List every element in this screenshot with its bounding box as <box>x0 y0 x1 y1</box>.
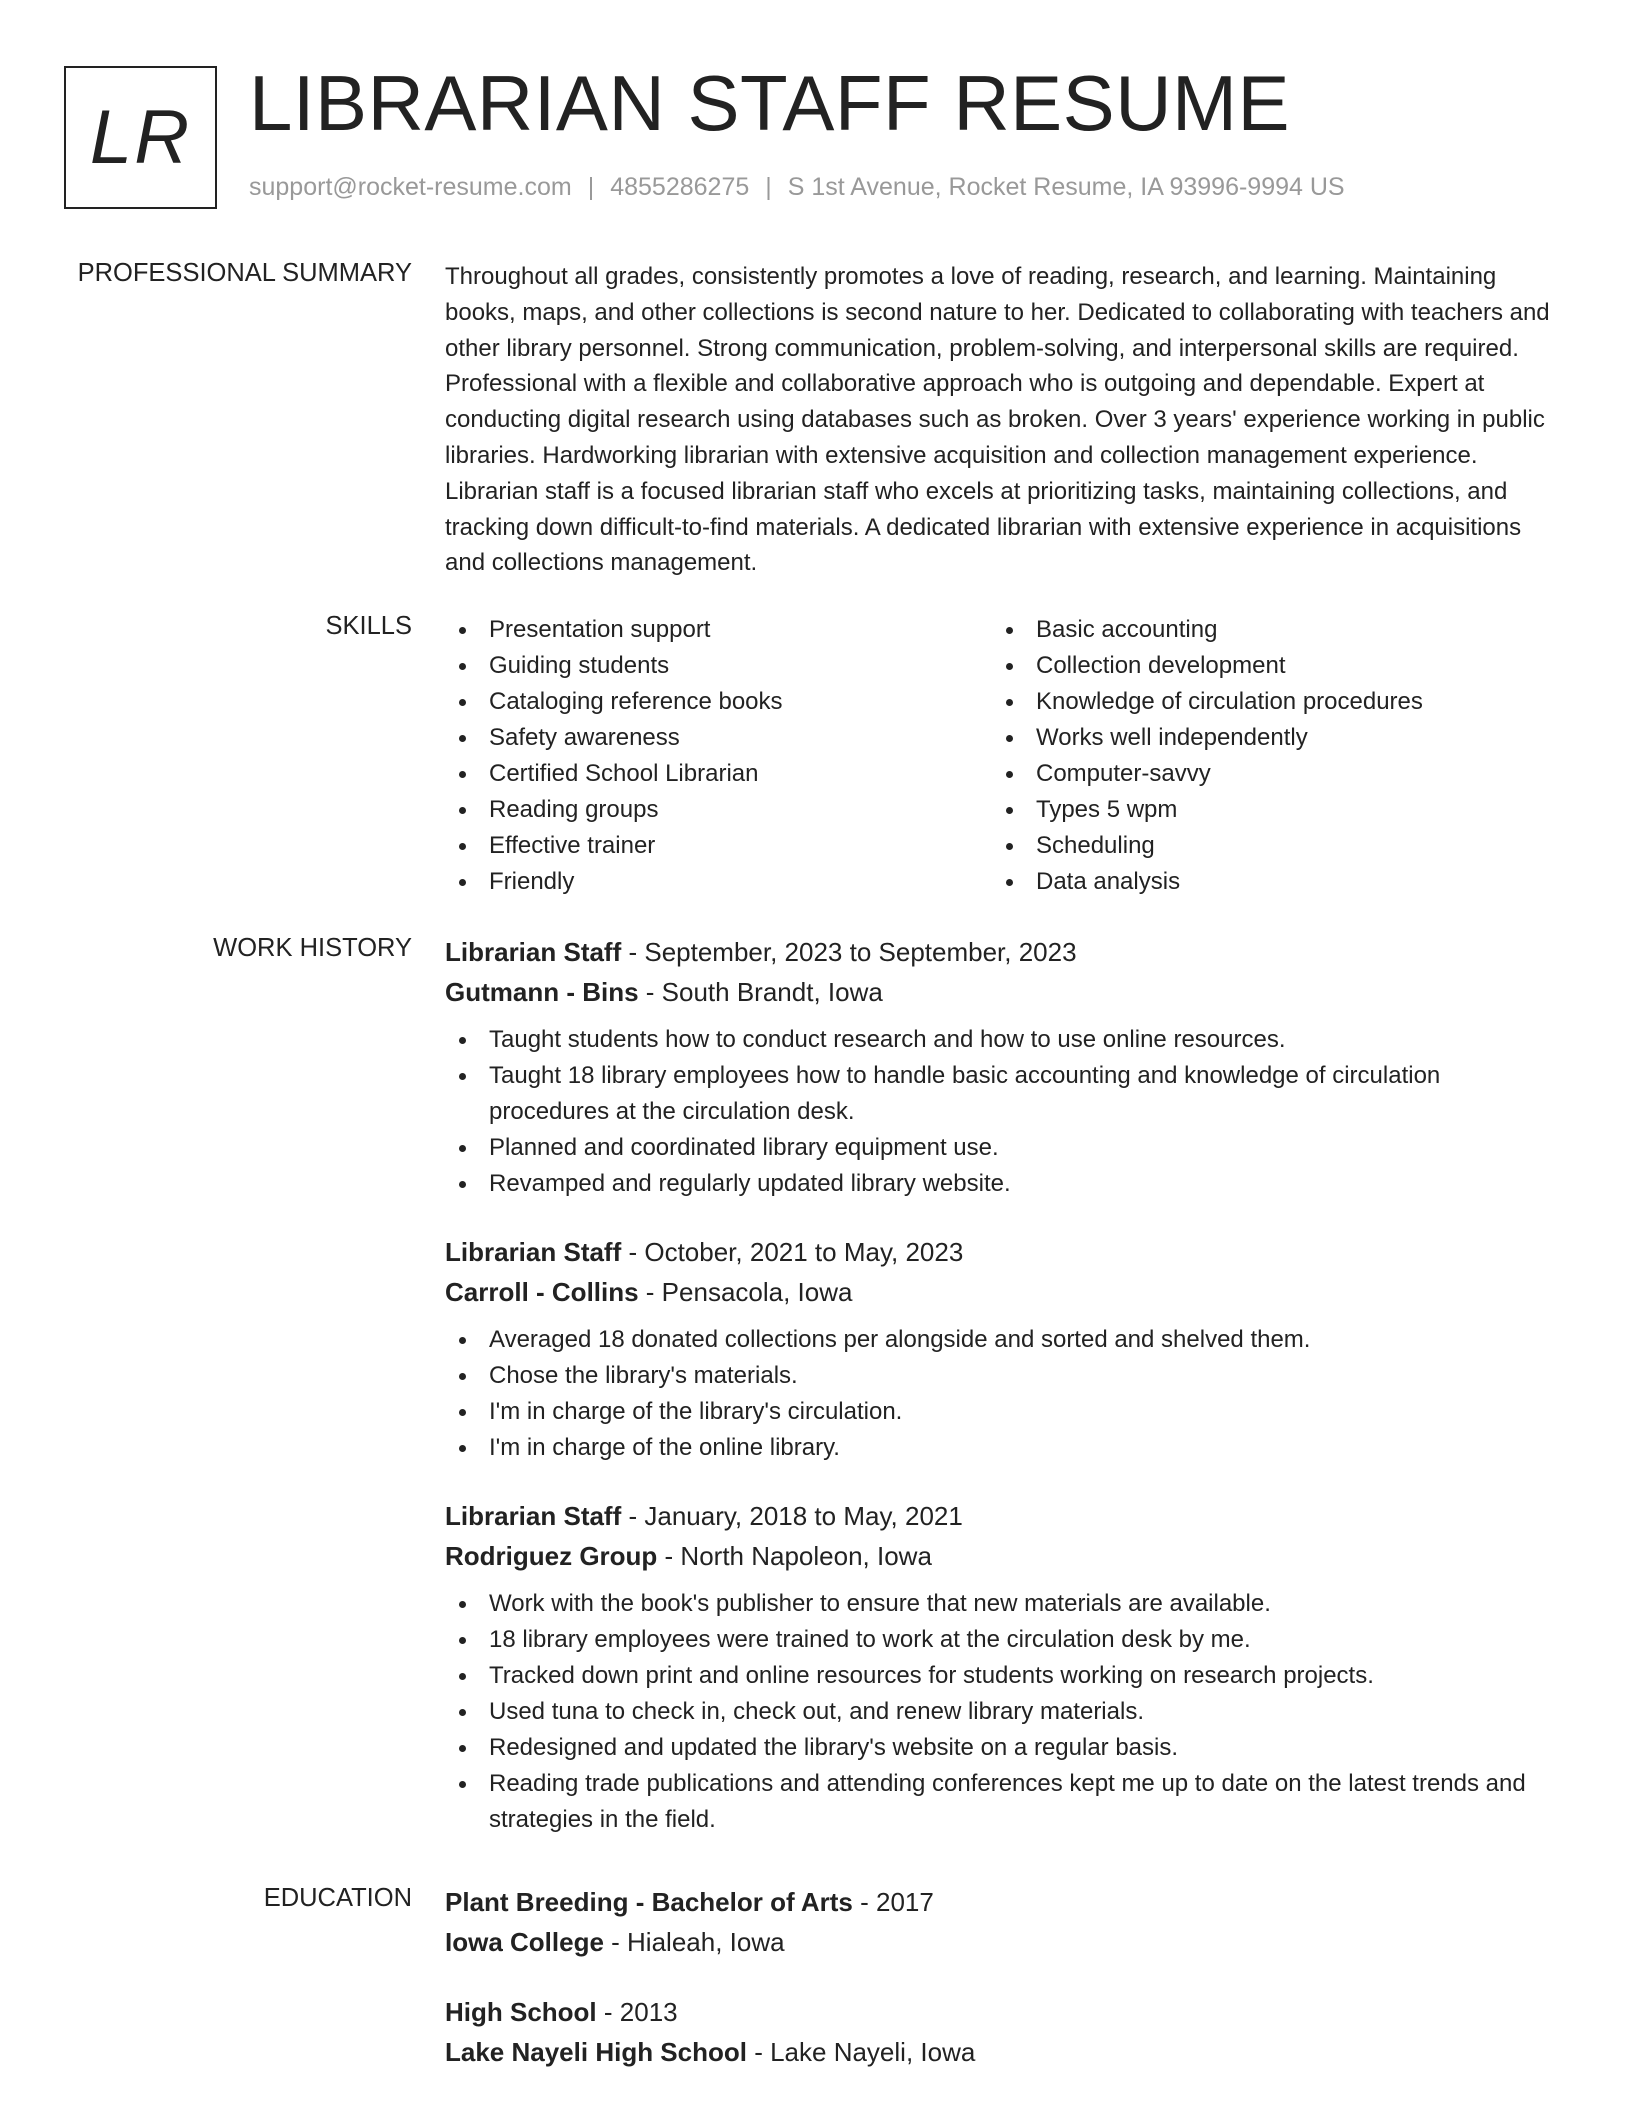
skill-item: Friendly <box>445 864 992 900</box>
education-school: Iowa College <box>445 1927 604 1957</box>
monogram-initials: LR <box>89 95 192 180</box>
job-title-line <box>445 1232 1565 1272</box>
job-company-line <box>445 1536 1565 1576</box>
job-bullets <box>445 1022 1565 1202</box>
skills-columns <box>445 612 1565 900</box>
skill-item: Presentation support <box>445 612 992 648</box>
work-history-list <box>445 932 1565 1868</box>
job-bullet: Planned and coordinated library equipment use. <box>445 1130 1565 1166</box>
education-degree-line <box>445 1992 1565 2032</box>
education-location: - Hialeah, Iowa <box>603 1927 785 1957</box>
skill-item: Cataloging reference books <box>445 684 992 720</box>
education-school-line <box>445 1922 1565 1962</box>
job-company: Carroll - Collins <box>445 1277 639 1307</box>
skill-item: Scheduling <box>992 828 1539 864</box>
job-bullet: Tracked down print and online resources for students working on research projects. <box>445 1658 1565 1694</box>
education-year: - 2017 <box>852 1887 934 1917</box>
job-entry <box>445 1232 1565 1466</box>
job-bullet: Averaged 18 donated collections per alongside and sorted and shelved them. <box>445 1322 1565 1358</box>
job-company: Gutmann - Bins <box>445 977 639 1007</box>
education-entry <box>445 1882 1565 1962</box>
job-location: - South Brandt, Iowa <box>638 977 883 1007</box>
job-entry <box>445 932 1565 1202</box>
job-bullet: I'm in charge of the online library. <box>445 1430 1565 1466</box>
job-dates: - October, 2021 to May, 2023 <box>621 1237 964 1267</box>
job-bullet: Taught students how to conduct research and how to use online resources. <box>445 1022 1565 1058</box>
skill-item: Guiding students <box>445 648 992 684</box>
job-title: Librarian Staff <box>445 937 622 967</box>
education-list <box>445 1882 1565 2102</box>
skills-list-right <box>992 612 1539 900</box>
contact-line <box>249 173 1345 202</box>
skill-item: Certified School Librarian <box>445 756 992 792</box>
job-bullets <box>445 1586 1565 1838</box>
skill-item: Effective trainer <box>445 828 992 864</box>
summary-text: Throughout all grades, consistently promotes a love of reading, research, and learning. Maintaining books, maps, and other collections is second nature to her. Dedicated to collaborating with teachers and other library personnel. Strong communication, problem-solving, and interpersonal skills are required. Professional with a flexible and collaborative approach who is outgoing and dependable. Expert at conducting digital research using databases such as broken. Over 3 years' experience working in public libraries. Hardworking librarian with extensive acquisition and collection management experience. Librarian staff is a focused librarian staff who excels at prioritizing tasks, maintaining collections, and tracking down difficult-to-find materials. A dedicated librarian with extensive experience in acquisitions and collections management. <box>445 263 1550 577</box>
job-bullet: 18 library employees were trained to work at the circulation desk by me. <box>445 1622 1565 1658</box>
job-title: Librarian Staff <box>445 1237 622 1267</box>
job-bullet: Chose the library's materials. <box>445 1358 1565 1394</box>
job-bullet: Revamped and regularly updated library website. <box>445 1166 1565 1202</box>
skill-item: Knowledge of circulation procedures <box>992 684 1539 720</box>
job-bullet: Taught 18 library employees how to handle basic accounting and knowledge of circulation procedures at the circulation desk. <box>445 1058 1565 1130</box>
monogram-box <box>64 66 217 209</box>
job-company-line <box>445 972 1565 1012</box>
job-title: Librarian Staff <box>445 1501 622 1531</box>
contact-address: S 1st Avenue, Rocket Resume, IA 93996-9994 US <box>787 173 1345 201</box>
skill-item: Basic accounting <box>992 612 1539 648</box>
skill-item: Works well independently <box>992 720 1539 756</box>
education-year: - 2013 <box>596 1997 678 2027</box>
job-dates: - January, 2018 to May, 2021 <box>621 1501 963 1531</box>
job-company: Rodriguez Group <box>445 1541 658 1571</box>
job-bullet: Work with the book's publisher to ensure that new materials are available. <box>445 1586 1565 1622</box>
contact-email[interactable]: support@rocket-resume.com <box>249 173 572 201</box>
education-school-line <box>445 2032 1565 2072</box>
job-entry <box>445 1496 1565 1838</box>
education-heading: EDUCATION <box>263 1884 412 1912</box>
education-degree: Plant Breeding - Bachelor of Arts <box>445 1887 853 1917</box>
education-location: - Lake Nayeli, Iowa <box>746 2037 976 2067</box>
job-company-line <box>445 1272 1565 1312</box>
work-history-heading: WORK HISTORY <box>213 934 412 962</box>
skill-item: Types 5 wpm <box>992 792 1539 828</box>
education-degree: High School <box>445 1997 597 2027</box>
education-school: Lake Nayeli High School <box>445 2037 747 2067</box>
resume-title: LIBRARIAN STAFF RESUME <box>249 59 1291 147</box>
summary-heading: PROFESSIONAL SUMMARY <box>77 259 412 287</box>
job-bullet: Redesigned and updated the library's website on a regular basis. <box>445 1730 1565 1766</box>
job-title-line <box>445 932 1565 972</box>
skill-item: Reading groups <box>445 792 992 828</box>
job-dates: - September, 2023 to September, 2023 <box>621 937 1077 967</box>
education-degree-line <box>445 1882 1565 1922</box>
job-location: - Pensacola, Iowa <box>638 1277 853 1307</box>
skill-item: Computer-savvy <box>992 756 1539 792</box>
job-bullet: I'm in charge of the library's circulation. <box>445 1394 1565 1430</box>
contact-separator: | <box>587 173 595 201</box>
skill-item: Collection development <box>992 648 1539 684</box>
job-location: - North Napoleon, Iowa <box>657 1541 932 1571</box>
contact-phone[interactable]: 4855286275 <box>610 173 750 201</box>
skill-item: Safety awareness <box>445 720 992 756</box>
job-title-line <box>445 1496 1565 1536</box>
job-bullets <box>445 1322 1565 1466</box>
skills-heading: SKILLS <box>325 612 412 640</box>
job-bullet: Reading trade publications and attending conferences kept me up to date on the latest trends and strategies in the field. <box>445 1766 1565 1838</box>
contact-separator: | <box>765 173 772 201</box>
skill-item: Data analysis <box>992 864 1539 900</box>
skills-list-left <box>445 612 992 900</box>
job-bullet: Used tuna to check in, check out, and renew library materials. <box>445 1694 1565 1730</box>
education-entry <box>445 1992 1565 2072</box>
